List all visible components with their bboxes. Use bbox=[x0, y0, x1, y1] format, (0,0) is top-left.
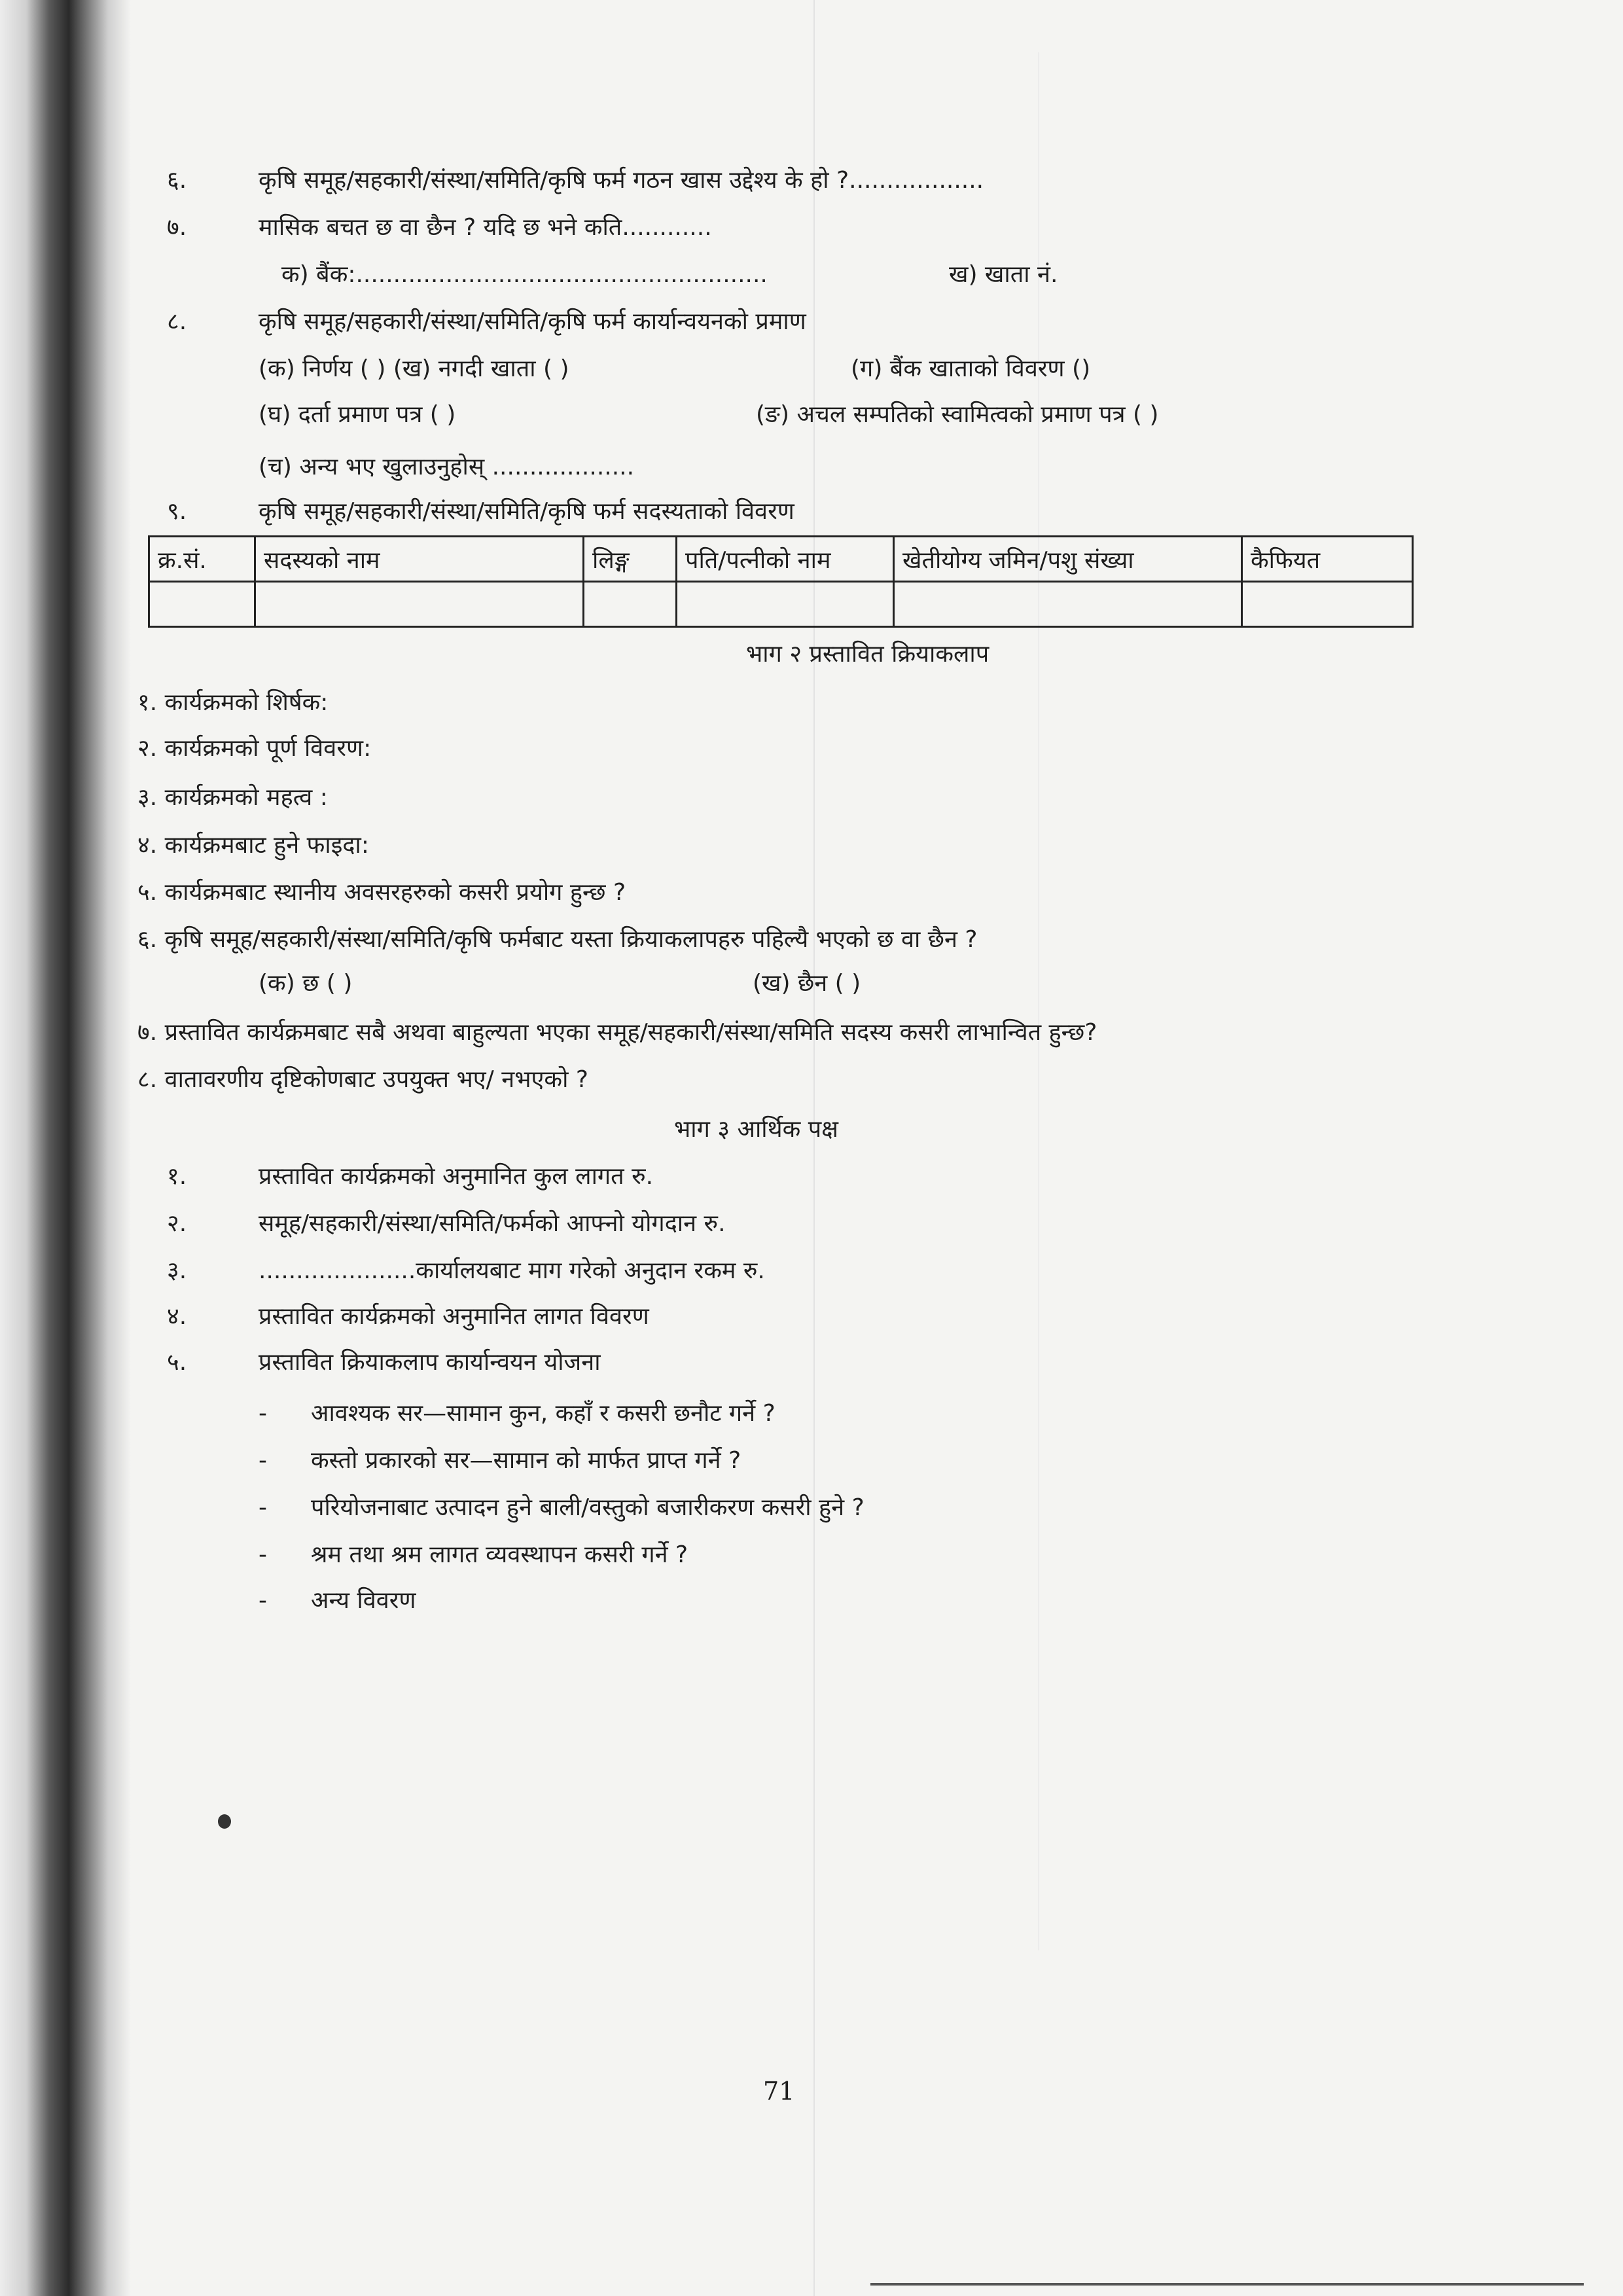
table-cell bbox=[894, 582, 1242, 627]
column-header: लिङ्ग bbox=[584, 537, 677, 582]
part3-item-text: समूह/सहकारी/संस्था/समिति/फर्मको आफ्नो योगदान रु. bbox=[259, 1210, 726, 1237]
paper-fold-line bbox=[1038, 52, 1039, 1950]
paper-fold-line bbox=[813, 0, 815, 2296]
part3-heading: भाग ३ आर्थिक पक्ष bbox=[674, 1116, 838, 1143]
part2-item: २. कार्यक्रमको पूर्ण विवरण: bbox=[137, 735, 372, 762]
ink-dot bbox=[218, 1814, 231, 1829]
q8-option-d: (घ) दर्ता प्रमाण पत्र ( ) bbox=[259, 401, 456, 428]
part3-item-text: .....................कार्यालयबाट माग गरेको अनुदान रकम रु. bbox=[259, 1257, 765, 1284]
q6-text: कृषि समूह/सहकारी/संस्था/समिति/कृषि फर्म गठन खास उद्देश्य के हो ?.................. bbox=[259, 167, 984, 194]
part2-item: ८. वातावरणीय दृष्टिकोणबाट उपयुक्त भए/ नभएको ? bbox=[137, 1066, 588, 1093]
part2-q6-no: (ख) छैन ( ) bbox=[753, 970, 861, 997]
q8-text: कृषि समूह/सहकारी/संस्था/समिति/कृषि फर्म कार्यान्वयनको प्रमाण bbox=[259, 308, 806, 335]
table-cell bbox=[255, 582, 584, 627]
column-header: सदस्यको नाम bbox=[255, 537, 584, 582]
scan-binding-shadow bbox=[0, 0, 131, 2296]
column-header: कैफियत bbox=[1242, 537, 1413, 582]
part2-item: ७. प्रस्तावित कार्यक्रमबाट सबै अथवा बाहुल्यता भएका समूह/सहकारी/संस्था/समिति सदस्य कसरी लाभान्वित हुन्छ? bbox=[137, 1019, 1097, 1046]
table-cell bbox=[677, 582, 894, 627]
column-header: क्र.सं. bbox=[149, 537, 255, 582]
q7-number: ७. bbox=[167, 214, 187, 241]
part3-item-text: प्रस्तावित कार्यक्रमको अनुमानित लागत विवरण bbox=[259, 1303, 649, 1330]
bullet-text: कस्तो प्रकारको सर—सामान को मार्फत प्राप्त गर्ने ? bbox=[311, 1447, 741, 1474]
column-header: खेतीयोग्य जमिन/पशु संख्या bbox=[894, 537, 1242, 582]
bullet-text: श्रम तथा श्रम लागत व्यवस्थापन कसरी गर्ने ? bbox=[311, 1541, 688, 1568]
table-cell bbox=[1242, 582, 1413, 627]
q8-number: ८. bbox=[167, 308, 187, 335]
part2-item: ६. कृषि समूह/सहकारी/संस्था/समिति/कृषि फर्मबाट यस्ता क्रियाकलापहरु पहिल्यै भएको छ वा छैन ? bbox=[137, 926, 978, 953]
bullet-text: आवश्यक सर—सामान कुन, कहाँ र कसरी छनौट गर्ने ? bbox=[311, 1400, 776, 1427]
q9-number: ९. bbox=[167, 498, 187, 525]
member-table bbox=[148, 535, 1414, 628]
part3-item-number: २. bbox=[167, 1210, 187, 1237]
q7-account: ख) खाता नं. bbox=[949, 261, 1058, 288]
bottom-rule bbox=[870, 2283, 1584, 2286]
part3-item-number: १. bbox=[167, 1163, 187, 1190]
part3-item-number: ४. bbox=[167, 1303, 187, 1330]
q8-option-c: (ग) बैंक खाताको विवरण () bbox=[851, 355, 1091, 382]
bullet-text: परियोजनाबाट उत्पादन हुने बाली/वस्तुको बजारीकरण कसरी हुने ? bbox=[311, 1494, 865, 1521]
q7-text: मासिक बचत छ वा छैन ? यदि छ भने कति............ bbox=[259, 214, 712, 241]
table-header-row bbox=[149, 537, 1413, 582]
table-cell bbox=[149, 582, 255, 627]
bullet-dash: - bbox=[259, 1447, 267, 1474]
q8-option-e: (ङ) अचल सम्पतिको स्वामित्वको प्रमाण पत्र ( ) bbox=[756, 401, 1159, 428]
q6-number: ६. bbox=[167, 167, 187, 194]
part2-heading: भाग २ प्रस्तावित क्रियाकलाप bbox=[746, 641, 990, 668]
bullet-dash: - bbox=[259, 1587, 267, 1614]
column-header: पति/पत्नीको नाम bbox=[677, 537, 894, 582]
part2-item: ५. कार्यक्रमबाट स्थानीय अवसरहरुको कसरी प्रयोग हुन्छ ? bbox=[137, 879, 626, 906]
table-row bbox=[149, 582, 1413, 627]
bullet-dash: - bbox=[259, 1400, 267, 1427]
part2-item: ४. कार्यक्रमबाट हुने फाइदा: bbox=[137, 832, 369, 859]
bullet-dash: - bbox=[259, 1494, 267, 1521]
table-cell bbox=[584, 582, 677, 627]
q8-option-a-b: (क) निर्णय ( ) (ख) नगदी खाता ( ) bbox=[259, 355, 569, 382]
q7-bank: क) बैंक:....................................................... bbox=[281, 261, 768, 288]
q9-text: कृषि समूह/सहकारी/संस्था/समिति/कृषि फर्म सदस्यताको विवरण bbox=[259, 498, 794, 525]
part3-item-number: ५. bbox=[167, 1349, 187, 1376]
part2-item: ३. कार्यक्रमको महत्व : bbox=[137, 784, 328, 811]
bullet-dash: - bbox=[259, 1541, 267, 1568]
page-number: 71 bbox=[763, 2077, 795, 2106]
part3-item-text: प्रस्तावित कार्यक्रमको अनुमानित कुल लागत रु. bbox=[259, 1163, 654, 1190]
part3-item-number: ३. bbox=[167, 1257, 187, 1284]
part2-item: १. कार्यक्रमको शिर्षक: bbox=[137, 689, 329, 716]
q8-option-f: (च) अन्य भए खुलाउनुहोस् ................... bbox=[259, 454, 635, 480]
part2-q6-yes: (क) छ ( ) bbox=[259, 970, 353, 997]
bullet-text: अन्य विवरण bbox=[311, 1587, 416, 1614]
part3-item-text: प्रस्तावित क्रियाकलाप कार्यान्वयन योजना bbox=[259, 1349, 601, 1376]
